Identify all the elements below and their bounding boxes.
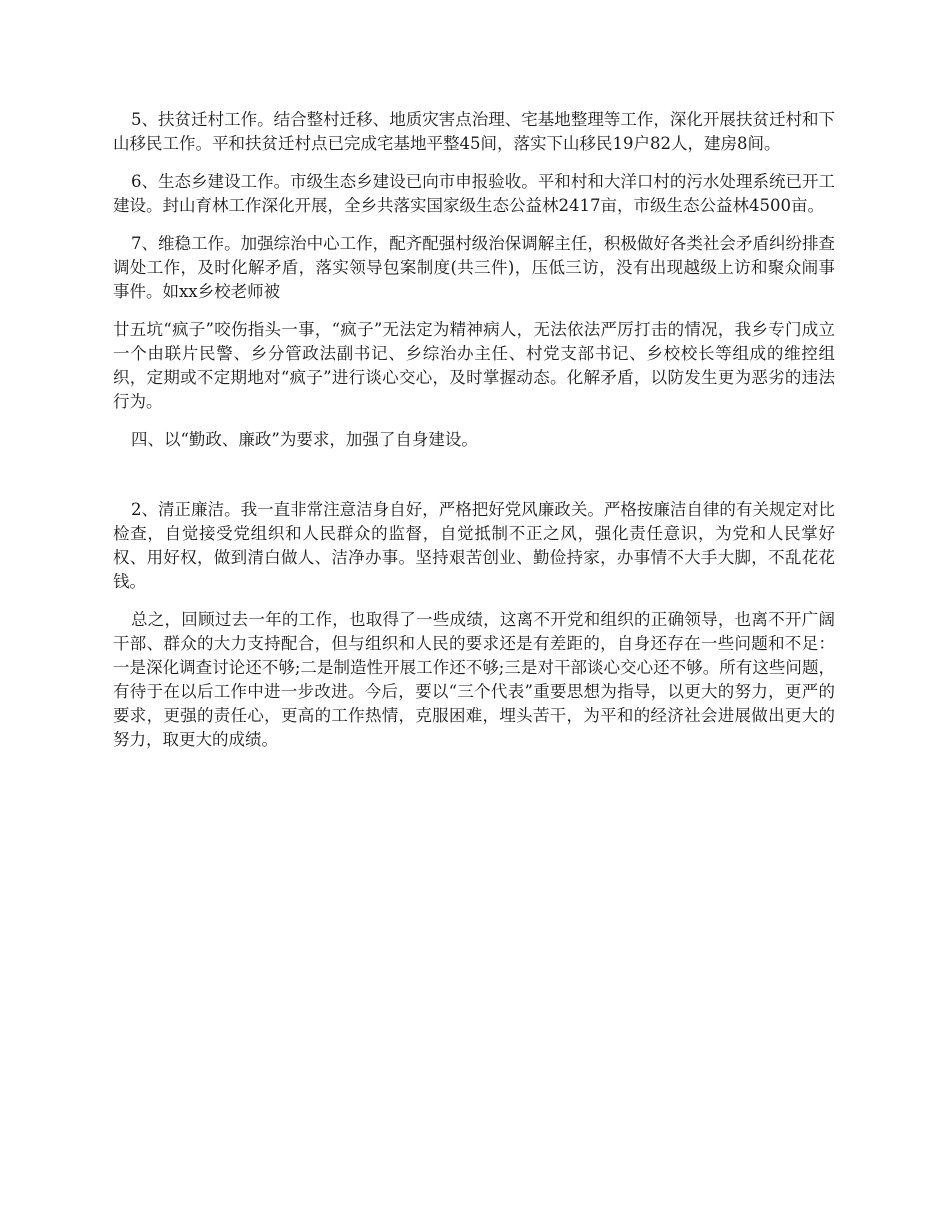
document-body [113, 108, 835, 766]
section-heading-self-building: 四、以“勤政、廉政”为要求，加强了自身建设。 [131, 430, 478, 449]
section-gap [113, 466, 835, 498]
paragraph-summary: 总之，回顾过去一年的工作，也取得了一些成绩，这离不开党和组织的正确领导，也离不开广阔干部、群众的大力支持配合，但与组织和人民的要求还是有差距的，自身还存在一些问题和不足：一是深化调查讨论还不够;二是制造性开展工作还不够;三是对干部谈心交心还不够。所有这些问题，有待于在以后工作中进一步改进。今后，要以“三个代表”重要思想为指导，以更大的努力，更严的要求，更强的责任心，更高的工作热情，克服困难，埋头苦干，为平和的经济社会进展做出更大的努力，取更大的成绩。 [113, 610, 835, 749]
paragraph-poverty-relocation: 5、扶贫迁村工作。结合整村迁移、地质灾害点治理、宅基地整理等工作，深化开展扶贫迁村和下山移民工作。平和扶贫迁村点已完成宅基地平整45间，落实下山移民19户82人，建房8间。 [113, 110, 835, 153]
paragraph-stability-work: 7、维稳工作。加强综治中心工作，配齐配强村级治保调解主任，积极做好各类社会矛盾纠纷排查调处工作，及时化解矛盾，落实领导包案制度(共三件)，压低三访，没有出现越级上访和聚众闹事事件。如xx乡校老师被 [113, 234, 835, 301]
paragraph-integrity: 2、清正廉洁。我一直非常注意洁身自好，严格把好党风廉政关。严格按廉洁自律的有关规定对比检查，自觉接受党组织和人民群众的监督，自觉抵制不正之风，强化责任意识，为党和人民掌好权、用好权，做到清白做人、洁净办事。坚持艰苦创业、勤俭持家，办事情不大手大脚，不乱花花钱。 [113, 500, 835, 591]
paragraph-stability-continued: 廿五坑“疯子”咬伤指头一事，“疯子”无法定为精神病人，无法依法严厉打击的情况，我乡专门成立一个由联片民警、乡分管政法副书记、乡综治办主任、村党支部书记、乡校校长等组成的维控组织，定期或不定期地对“疯子”进行谈心交心，及时掌握动态。化解矛盾，以防发生更为恶劣的违法行为。 [113, 320, 835, 411]
paragraph-ecological-township: 6、生态乡建设工作。市级生态乡建设已向市申报验收。平和村和大洋口村的污水处理系统已开工建设。封山育林工作深化开展，全乡共落实国家级生态公益林2417亩，市级生态公益林4500亩。 [113, 172, 835, 215]
